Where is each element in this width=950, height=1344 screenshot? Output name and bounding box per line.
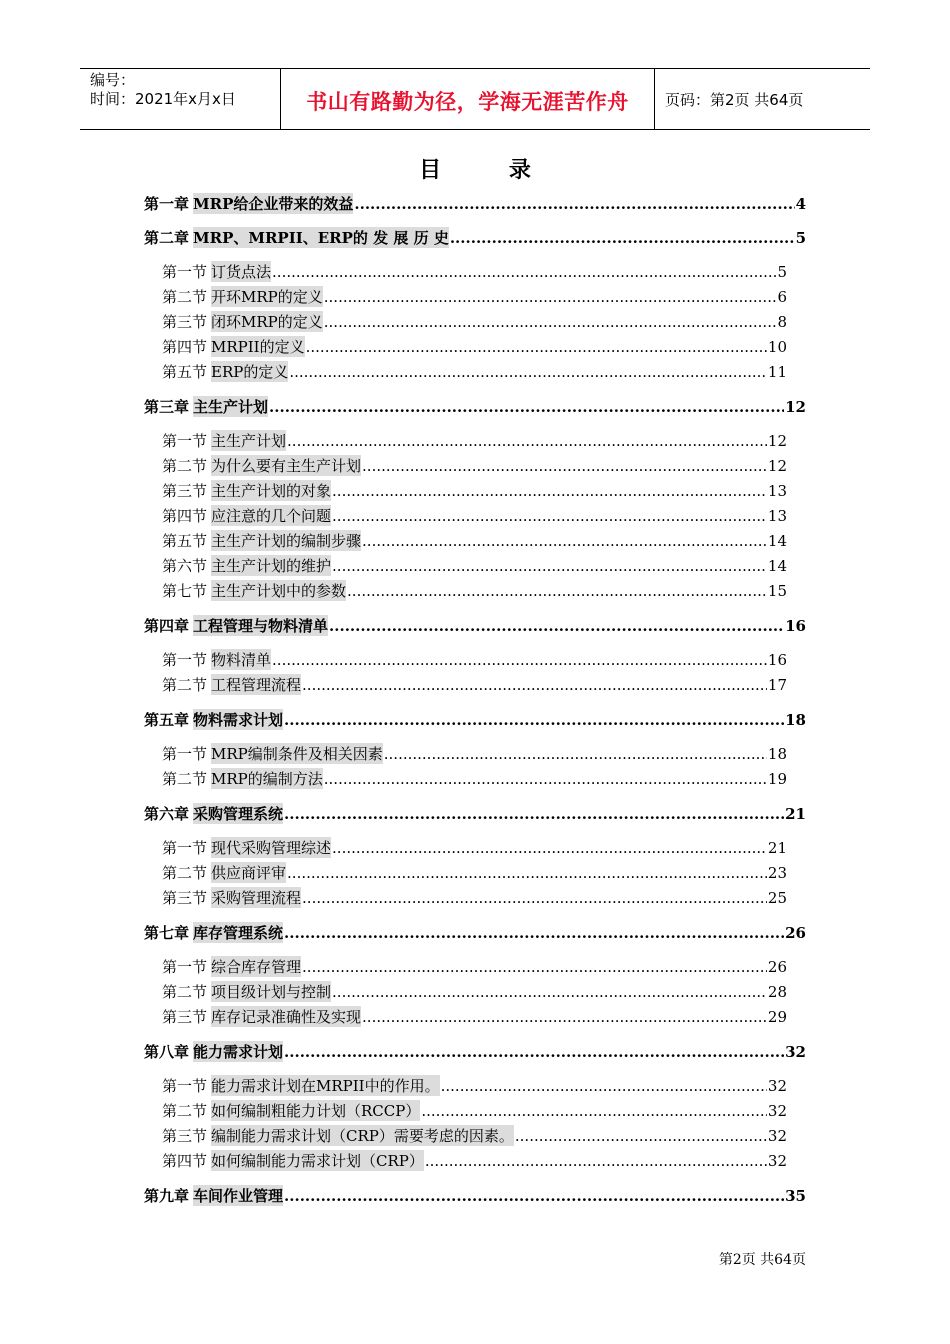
toc-entry-title: 编制能力需求计划（CRP）需要考虑的因素。 (211, 1127, 514, 1145)
toc-entry-title: 综合库存管理 (211, 958, 302, 976)
toc-dot-leader (284, 1187, 784, 1205)
toc-entry-number: 第五节 (162, 363, 208, 381)
toc-entry-number: 第一章 (144, 195, 190, 213)
toc-entry-number: 第六节 (162, 557, 208, 575)
toc-entry-title: 库存记录准确性及实现 (211, 1008, 362, 1026)
toc-section-entry[interactable] (162, 1150, 787, 1172)
toc-chapter-entry[interactable] (144, 396, 806, 418)
toc-entry-title: 如何编制粗能力计划（RCCP） (211, 1102, 421, 1120)
toc-entry-title: 库存管理系统 (193, 924, 284, 942)
toc-entry-page: 12 (785, 398, 806, 416)
toc-entry-number: 第一节 (162, 839, 208, 857)
toc-entry-title: MRP、MRPII、ERP的 发 展 历 史 (193, 229, 449, 247)
toc-entry-number: 第一节 (162, 1077, 208, 1095)
toc-entry-page: 6 (777, 288, 787, 306)
toc-title: 目 录 (419, 157, 561, 183)
toc-section-entry[interactable] (162, 1125, 787, 1147)
toc-entry-number: 第三节 (162, 1008, 208, 1026)
toc-entry-number: 第七章 (144, 924, 190, 942)
toc-entry-title: 项目级计划与控制 (211, 983, 332, 1001)
toc-entry-page: 19 (767, 770, 787, 788)
toc-entry-title: 主生产计划中的参数 (211, 582, 347, 600)
toc-entry-number: 第六章 (144, 805, 190, 823)
toc-entry-number: 第三节 (162, 313, 208, 331)
document-time-label: 时间：2021年x月x日 (90, 90, 236, 108)
toc-entry-page: 29 (767, 1008, 787, 1026)
toc-section-entry[interactable] (162, 674, 787, 696)
toc-entry-number: 第三节 (162, 1127, 208, 1145)
toc-section-entry[interactable] (162, 768, 787, 790)
toc-entry-number: 第二节 (162, 288, 208, 306)
toc-entry-title: MRPII的定义 (211, 338, 305, 356)
toc-chapter-entry[interactable] (144, 615, 806, 637)
toc-dot-leader (284, 711, 784, 729)
toc-dot-leader (306, 338, 767, 356)
toc-entry-number: 第四节 (162, 338, 208, 356)
toc-chapter-entry[interactable] (144, 803, 806, 825)
toc-entry-title: 主生产计划的编制步骤 (211, 532, 362, 550)
toc-section-entry[interactable] (162, 649, 787, 671)
toc-section-entry[interactable] (162, 981, 787, 1003)
toc-entry-page: 13 (767, 507, 787, 525)
toc-entry-page: 14 (767, 532, 787, 550)
toc-entry-page: 32 (767, 1127, 787, 1145)
toc-entry-title: 现代采购管理综述 (211, 839, 332, 857)
toc-entry-title: 主生产计划的维护 (211, 557, 332, 575)
toc-section-entry[interactable] (162, 311, 787, 333)
toc-dot-leader (287, 432, 767, 450)
toc-entry-number: 第四章 (144, 617, 190, 635)
toc-section-entry[interactable] (162, 743, 787, 765)
toc-dot-leader (384, 745, 767, 763)
toc-entry-number: 第二节 (162, 676, 208, 694)
toc-dot-leader (324, 288, 777, 306)
toc-section-entry[interactable] (162, 361, 787, 383)
toc-entry-page: 12 (767, 432, 787, 450)
toc-entry-title: 主生产计划 (211, 432, 287, 450)
toc-dot-leader (450, 229, 795, 247)
toc-entry-title: ERP的定义 (211, 363, 289, 381)
toc-chapter-entry[interactable] (144, 227, 806, 249)
toc-entry-page: 13 (767, 482, 787, 500)
toc-dot-leader (354, 195, 794, 213)
toc-entry-title: MRP编制条件及相关因素 (211, 745, 383, 763)
toc-chapter-entry[interactable] (144, 709, 806, 731)
page-footer: 第2页 共64页 (718, 1252, 806, 1268)
toc-entry-number: 第二节 (162, 864, 208, 882)
toc-entry-page: 32 (767, 1102, 787, 1120)
toc-entry-title: 采购管理系统 (193, 805, 284, 823)
toc-entry-number: 第二节 (162, 1102, 208, 1120)
toc-entry-number: 第一节 (162, 958, 208, 976)
toc-entry-number: 第一节 (162, 651, 208, 669)
toc-entry-number: 第二节 (162, 983, 208, 1001)
toc-entry-title: 如何编制能力需求计划（CRP） (211, 1152, 424, 1170)
toc-dot-leader (284, 924, 784, 942)
toc-entry-title: 订货点法 (211, 263, 272, 281)
toc-section-entry[interactable] (162, 455, 787, 477)
toc-entry-page: 23 (767, 864, 787, 882)
toc-entry-number: 第七节 (162, 582, 208, 600)
toc-dot-leader (441, 1077, 767, 1095)
toc-dot-leader (289, 363, 767, 381)
toc-dot-leader (332, 839, 767, 857)
toc-dot-leader (362, 1008, 767, 1026)
toc-chapter-entry[interactable] (144, 1041, 806, 1063)
toc-entry-number: 第二章 (144, 229, 190, 247)
toc-entry-page: 8 (777, 313, 787, 331)
header-page-cell (655, 69, 870, 129)
toc-dot-leader (287, 864, 767, 882)
toc-section-entry[interactable] (162, 837, 787, 859)
toc-entry-page: 5 (795, 229, 806, 247)
toc-entry-number: 第二节 (162, 457, 208, 475)
toc-entry-title: 为什么要有主生产计划 (211, 457, 362, 475)
toc-dot-leader (332, 557, 767, 575)
toc-dot-leader (332, 482, 767, 500)
toc-entry-page: 16 (785, 617, 806, 635)
toc-entry-title: 工程管理与物料清单 (193, 617, 329, 635)
toc-dot-leader (272, 263, 776, 281)
toc-entry-title: 闭环MRP的定义 (211, 313, 323, 331)
toc-dot-leader (302, 676, 767, 694)
header-motto-cell (281, 69, 655, 129)
toc-entry-page: 17 (767, 676, 787, 694)
toc-entry-page: 28 (767, 983, 787, 1001)
toc-entry-page: 18 (767, 745, 787, 763)
page-header (80, 68, 870, 130)
toc-entry-page: 15 (767, 582, 787, 600)
toc-dot-leader (347, 582, 767, 600)
document-number-label: 编号： (90, 71, 136, 89)
toc-entry-page: 21 (767, 839, 787, 857)
toc-entry-page: 5 (777, 263, 787, 281)
toc-entry-number: 第九章 (144, 1187, 190, 1205)
toc-dot-leader (272, 651, 767, 669)
toc-section-entry[interactable] (162, 1006, 787, 1028)
toc-chapter-entry[interactable] (144, 193, 806, 215)
toc-entry-title: MRP给企业带来的效益 (193, 195, 354, 213)
toc-section-entry[interactable] (162, 430, 787, 452)
toc-entry-number: 第五章 (144, 711, 190, 729)
toc-dot-leader (324, 770, 767, 788)
toc-entry-page: 35 (785, 1187, 806, 1205)
toc-entry-number: 第一节 (162, 745, 208, 763)
toc-entry-title: 车间作业管理 (193, 1187, 284, 1205)
toc-section-entry[interactable] (162, 887, 787, 909)
toc-entry-page: 26 (785, 924, 806, 942)
header-left-cell (80, 69, 281, 129)
toc-section-entry[interactable] (162, 530, 787, 552)
header-motto: 书山有路勤为径，学海无涯苦作舟 (306, 90, 629, 114)
toc-dot-leader (332, 983, 767, 1001)
toc-entry-page: 21 (785, 805, 806, 823)
toc-entry-title: 采购管理流程 (211, 889, 302, 907)
toc-dot-leader (302, 889, 767, 907)
header-page-code: 页码：第2页 共64页 (665, 91, 804, 109)
toc-entry-number: 第五节 (162, 532, 208, 550)
toc-dot-leader (332, 507, 767, 525)
toc-section-entry[interactable] (162, 956, 787, 978)
toc-entry-page: 4 (795, 195, 806, 213)
toc-dot-leader (329, 617, 784, 635)
toc-section-entry[interactable] (162, 261, 787, 283)
toc-entry-number: 第三节 (162, 482, 208, 500)
toc-section-entry[interactable] (162, 336, 787, 358)
toc-entry-page: 32 (785, 1043, 806, 1061)
toc-entry-number: 第三节 (162, 889, 208, 907)
toc-entry-number: 第三章 (144, 398, 190, 416)
toc-dot-leader (425, 1152, 767, 1170)
toc-dot-leader (284, 1043, 784, 1061)
toc-entry-number: 第四节 (162, 1152, 208, 1170)
toc-dot-leader (362, 457, 767, 475)
toc-section-entry[interactable] (162, 286, 787, 308)
toc-entry-page: 25 (767, 889, 787, 907)
toc-entry-title: 能力需求计划在MRPII中的作用。 (211, 1077, 440, 1095)
toc-entry-number: 第二节 (162, 770, 208, 788)
toc-entry-title: 主生产计划 (193, 398, 269, 416)
toc-dot-leader (302, 958, 767, 976)
toc-dot-leader (284, 805, 784, 823)
toc-entry-title: 主生产计划的对象 (211, 482, 332, 500)
toc-entry-page: 32 (767, 1152, 787, 1170)
toc-dot-leader (515, 1127, 767, 1145)
toc-entry-number: 第一节 (162, 432, 208, 450)
toc-entry-page: 11 (767, 363, 787, 381)
toc-section-entry[interactable] (162, 862, 787, 884)
toc-entry-title: MRP的编制方法 (211, 770, 323, 788)
toc-entry-title: 物料清单 (211, 651, 272, 669)
toc-entry-number: 第一节 (162, 263, 208, 281)
toc-entry-page: 18 (785, 711, 806, 729)
toc-entry-number: 第四节 (162, 507, 208, 525)
toc-section-entry[interactable] (162, 555, 787, 577)
toc-section-entry[interactable] (162, 1075, 787, 1097)
toc-entry-page: 16 (767, 651, 787, 669)
toc-entry-title: 物料需求计划 (193, 711, 284, 729)
toc-entry-page: 32 (767, 1077, 787, 1095)
toc-section-entry[interactable] (162, 1100, 787, 1122)
toc-chapter-entry[interactable] (144, 1185, 806, 1207)
toc-entry-title: 工程管理流程 (211, 676, 302, 694)
toc-entry-title: 开环MRP的定义 (211, 288, 323, 306)
toc-entry-title: 应注意的几个问题 (211, 507, 332, 525)
toc-dot-leader (362, 532, 767, 550)
toc-entry-number: 第八章 (144, 1043, 190, 1061)
toc-dot-leader (269, 398, 784, 416)
toc-chapter-entry[interactable] (144, 922, 806, 944)
toc-dot-leader (421, 1102, 767, 1120)
toc-entry-page: 26 (767, 958, 787, 976)
toc-entry-title: 能力需求计划 (193, 1043, 284, 1061)
toc-dot-leader (324, 313, 777, 331)
toc-entry-page: 10 (767, 338, 787, 356)
toc-section-entry[interactable] (162, 480, 787, 502)
toc-entry-title: 供应商评审 (211, 864, 287, 882)
toc-section-entry[interactable] (162, 580, 787, 602)
toc-section-entry[interactable] (162, 505, 787, 527)
toc-entry-page: 14 (767, 557, 787, 575)
toc-entry-page: 12 (767, 457, 787, 475)
